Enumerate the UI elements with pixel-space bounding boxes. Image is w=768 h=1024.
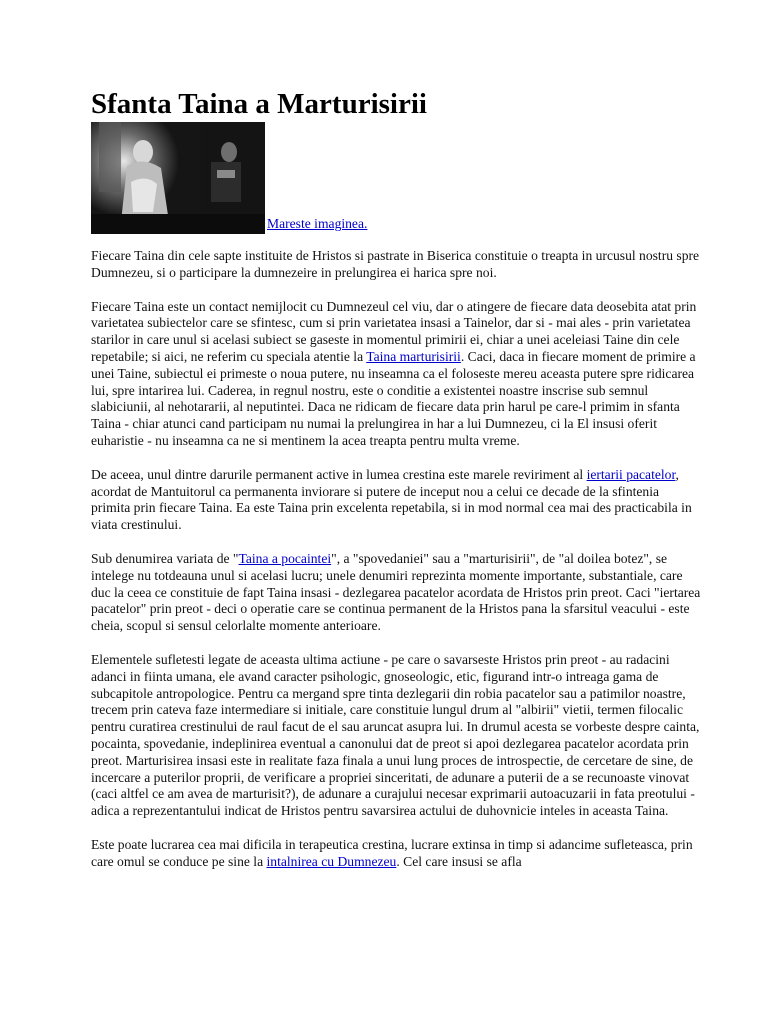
paragraph-1: Fiecare Taina din cele sapte instituite de Hristos si pastrate in Biserica constituie o treapta in urcusul nostru spre Dumnezeu, si o participare la dumnezeire in prelungirea ei harica spre noi. [91, 248, 700, 280]
enlarge-image-link[interactable]: Mareste imaginea. [267, 216, 368, 232]
paragraph-5: Elementele sufletesti legate de aceasta ultima actiune - pe care o savarseste Hristos prin preot - au radacini adanci in fiinta umana, ele avand caracter psihologic, gnoseologic, etic, figurand intr-o intreaga gama de subcapitole antropologice. Pentru ca mergand spre tinta dezlegarii din robia pacatelor sau a patimilor noastre, trecem prin cateva faze intermediare si initiale, care constituie lungul drum al "albirii" vietii, termen filocalic pentru curatirea crestinului de raul facut de el sau aruncat asupra lui. In drumul acesta se vorbeste despre cainta, pocainta, spovedanie, indeplinirea eventual a canonului dat de preot si apoi dezlegarea pacatelor acordata prin preot. Marturisirea insasi este in realitate faza finala a unui lung proces de introspectie, de cercetare de sine, de incercare a puterilor proprii, de verificare a propriei sinceritati, de adunare a puterii de a se recunoaste vinovat (caci altfel ce am avea de marturisit?), de adunare a curajului necesar exprimarii autoacuzarii in fata preotului - adica a reprezentantului indicat de Hristos pentru savarsirea actului de duhovnicie inteles in aceasta Taina. [91, 651, 700, 819]
paragraph-2 [91, 299, 701, 450]
paragraph-6-text-b: . Cel care insusi se afla [396, 853, 522, 869]
paragraph-2-text-b: . Caci, daca in fiecare moment de primire a unei Taine, subiectul ei primeste o noua putere, nu inseamna ca el foloseste mereu aceasta putere spre ridicarea lui, spre intarirea lui. Caderea, in regnul nostru, este o conditie a existentei noastre inscrise sub semnul slabiciunii, al nehotararii, al neputintei. Daca ne ridicam de fiecare data prin harul pe care-l primim in sfanta Taina - chiar atunci cand participam nu numai la prelungirea in har a lui Dumnezeu, ci la El insusi oferit euharistie - nu inseamna ca ne si mentinem la acea treapta pentru multa vreme. [91, 348, 696, 448]
paragraph-3-text-a: De aceea, unul dintre darurile permanent active in lumea crestina este marele reviriment al [91, 466, 587, 482]
paragraph-6 [91, 837, 701, 871]
link-iertarii-pacatelor[interactable]: iertarii pacatelor [586, 466, 676, 482]
paragraph-2-text-a: Fiecare Taina este un contact nemijlocit cu Dumnezeul cel viu, dar o atingere de fiecare data deosebita atat prin varietatea subiectelor care se sfintesc, cum si prin varietatea insasi a Tainelor, dar si - mai ales - prin varietatea starilor in care unul si acelasi subiect se gaseste in momentul primirii ei, chiar a unei aceleiasi Taine din cele repetabile; si aici, ne referim cu speciala atentie la [91, 298, 697, 364]
paragraph-3 [91, 467, 701, 534]
paragraph-4-text-a: Sub denumirea variata de " [91, 550, 239, 566]
figure-row [91, 122, 701, 234]
confession-photo[interactable] [91, 122, 265, 234]
document-page [91, 88, 701, 888]
link-taina-marturisirii[interactable]: Taina marturisirii [366, 348, 461, 364]
paragraph-4 [91, 551, 701, 635]
link-taina-a-pocaintei[interactable]: Taina a pocaintei [238, 550, 332, 566]
link-intalnirea-cu-dumnezeu[interactable]: intalnirea cu Dumnezeu [266, 853, 397, 869]
photo-illustration [91, 122, 265, 234]
paragraph-6-text-a: Este poate lucrarea cea mai dificila in terapeutica crestina, lucrare extinsa in timp si adancime sufleteasca, prin care omul se conduce pe sine la [91, 836, 693, 869]
paragraph-3-text-b: , acordat de Mantuitorul ca permanenta inviorare si putere de inceput nou a celui ce decade de la sfintenia primita prin fiecare Taina. Ea este Taina prin excelenta repetabila, si in mod normal cea mai des practicabila in viata crestinului. [91, 466, 692, 533]
paragraph-4-text-b: ", a "spovedaniei" sau a "marturisirii", de "al doilea botez", se intelege nu totdeauna unul si acelasi lucru; unele denumiri reprezinta momente importante, substantiale, care duc la ceea ce constituie de fapt Taina insasi - dezlegarea pacatelor acordata de Hristos prin preot. Caci "iertarea pacatelor" prin preot - deci o operatie care se continua permanent de la Hristos pana la sfarsitul veacului - este cheia, scopul si sensul celorlalte momente anterioare. [91, 550, 701, 634]
page-title: Sfanta Taina a Marturisirii [91, 88, 427, 120]
